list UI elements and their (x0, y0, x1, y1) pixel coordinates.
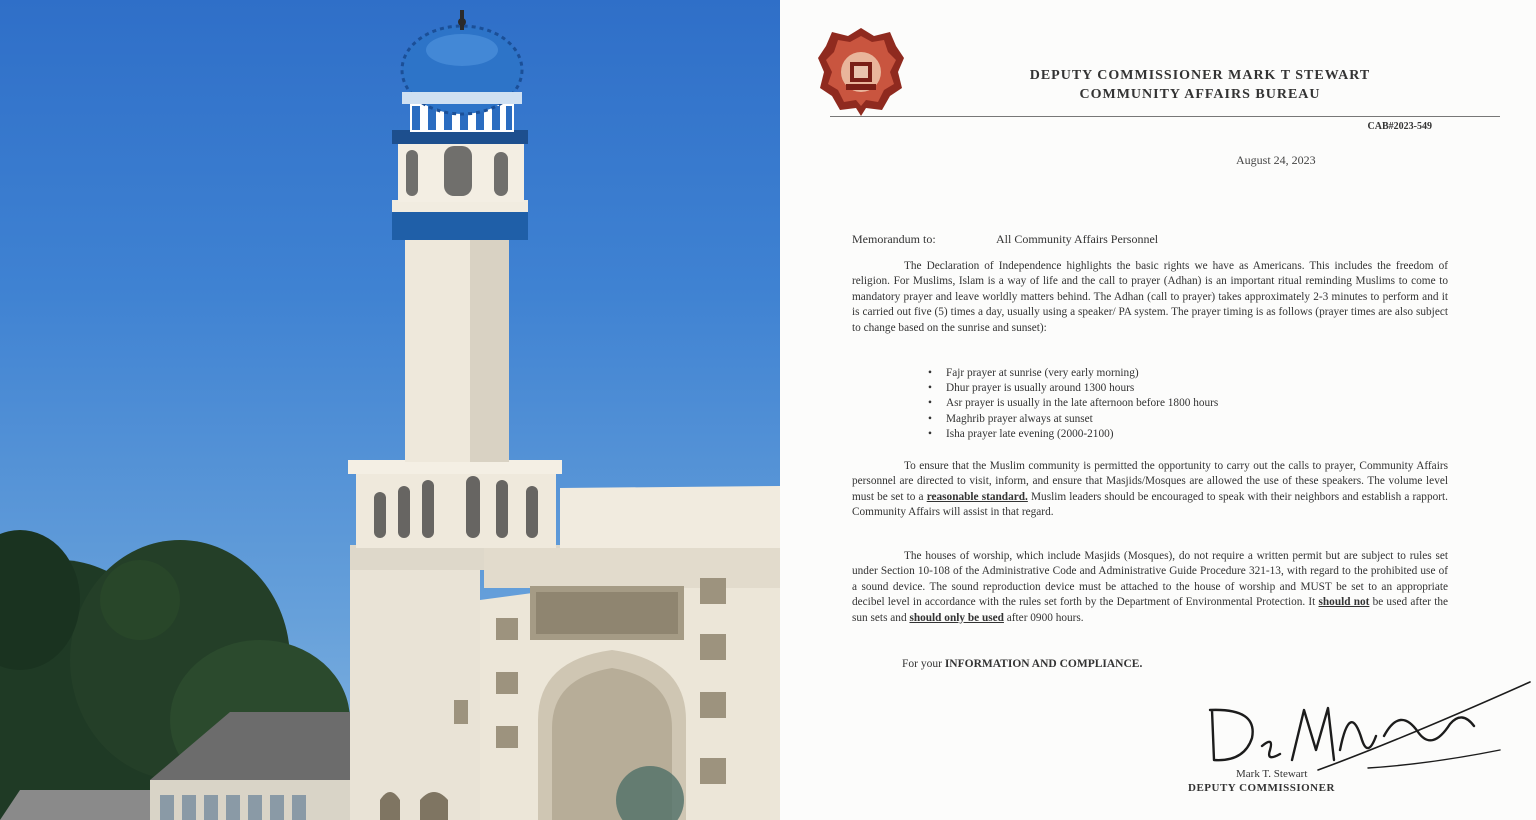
paragraph-directive-text-a: To ensure that the Muslim community is permitted the opportunity to carry out the calls to prayer, Community Affairs personnel are directed to visit, inform, and ensure that Masjids/Mosques are allowed the use of these speakers. The volume level must be set to a (852, 460, 1448, 503)
should-not-emphasis: should not (1318, 596, 1370, 609)
paragraph-intro (852, 259, 1448, 336)
paragraph-rules-text-a: The houses of worship, which include Masjids (Mosques), do not require a written permit but are subject to rules set under Section 10-108 of the Administrative Code and Administrative Guide Procedure 321-13, with regard to the prohibited use of a sound device. The sound reproduction device must be attached to the house of worship and MUST be set to an appropriate decibel level in accordance with the rules set forth by the Department of Environmental Protection. It (852, 550, 1448, 609)
letter-date: August 24, 2023 (1236, 153, 1316, 167)
paragraph-rules-text-c: after 0900 hours. (1006, 611, 1084, 624)
letterhead-title: DEPUTY COMMISSIONER MARK T STEWART (1029, 68, 1371, 83)
closing-line (902, 658, 1142, 670)
closing-text: For your (902, 658, 942, 670)
memorandum-letter (780, 0, 1536, 820)
paragraph-intro-text: The Declaration of Independence highlights the basic rights we have as Americans. This includes the freedom of religion. For Muslims, Islam is a way of life and the call to prayer (Adhan) is an important ritual reminding Muslims to come to mandatory prayer and leave worldly matters behind. The Adhan (call to prayer) takes approximately 2-3 minutes to perform and it is carried out five (5) times a day, usually using a speaker/ PA system. The prayer timing is as follows (prayer times are also subject to change based on the sunrise and sunset): (852, 260, 1448, 334)
list-item: • Dhur prayer is usually around 1300 hours (928, 381, 1218, 396)
paragraph-rules-text-b: be used after the sun sets and (852, 596, 1448, 624)
memo-recipient: All Community Affairs Personnel (996, 232, 1159, 246)
paragraph-directive (852, 459, 1448, 521)
list-item: • Maghrib prayer always at sunset (928, 412, 1218, 427)
reference-number: CAB#2023-549 (1367, 121, 1432, 132)
reasonable-standard-emphasis: reasonable standard. (926, 490, 1028, 503)
list-item: • Asr prayer is usually in the late afternoon before 1800 hours (928, 396, 1218, 411)
police-badge-seal-icon (816, 26, 906, 118)
list-item: • Isha prayer late evening (2000-2100) (928, 427, 1218, 442)
paragraph-directive-text-b: Muslim leaders should be encouraged to speak with their neighbors and establish a rapport. Community Affairs will assist in that regard. (852, 490, 1448, 519)
closing-emphasis: INFORMATION AND COMPLIANCE. (944, 658, 1143, 670)
signatory-title: DEPUTY COMMISSIONER (1188, 782, 1335, 794)
letterhead-bureau: COMMUNITY AFFAIRS BUREAU (1079, 87, 1321, 102)
should-only-be-used-emphasis: should only be used (909, 611, 1004, 624)
memo-label: Memorandum to: (852, 232, 936, 246)
letterhead-divider (830, 116, 1500, 117)
paragraph-rules (852, 549, 1448, 626)
signatory-name: Mark T. Stewart (1236, 768, 1308, 780)
prayer-times-list (928, 366, 1218, 442)
list-item: • Fajr prayer at sunrise (very early morning) (928, 366, 1218, 381)
